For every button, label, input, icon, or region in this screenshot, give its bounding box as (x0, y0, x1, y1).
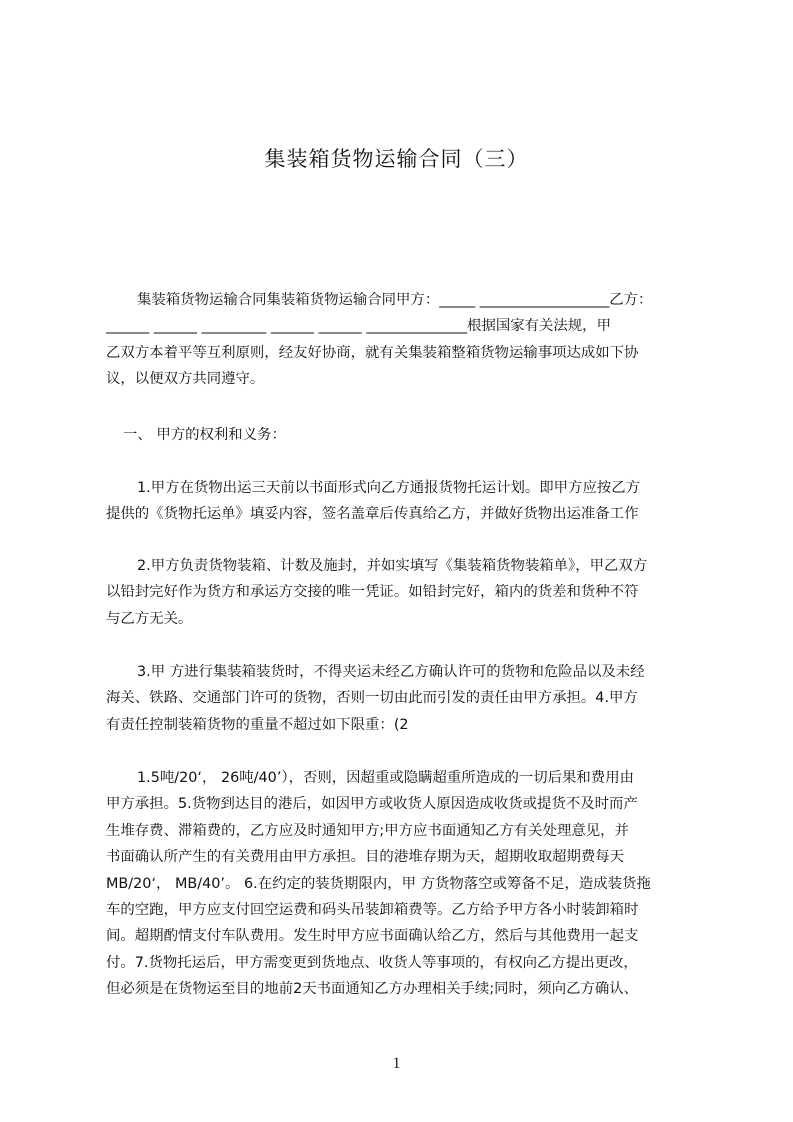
text-line: 间。超期酌情支付车队费用。发生时甲方应书面确认给乙方，然后与其他费用一起支 (106, 928, 639, 945)
text-line: 2.甲方负责货物装箱、计数及施封，并如实填写《集装箱货物装箱单》，甲乙双方 (137, 558, 648, 574)
text-line: 提供的《货物托运单》填妥内容，签名盖章后传真给乙方，并做好货物出运准备工作 (106, 506, 639, 523)
text-line: 3.甲 方进行集装箱装货时，不得夹运未经乙方确认许可的货物和危险品以及未经 (137, 664, 645, 680)
section-heading-text: 一、 甲方的权利和义务： (123, 427, 286, 443)
text-line: 有责任控制装箱货物的重量不超过如下限重：(2 (106, 716, 409, 733)
text-line: 付。7.货物托运后，甲方需变更到货地点、收货人等事项的，有权向乙方提出更改， (106, 954, 638, 971)
page-number: 1 (392, 1055, 401, 1072)
text-line: 车的空跑，甲方应支付回空运费和码头吊装卸箱费等。乙方给予甲方各小时装卸箱时 (106, 901, 639, 918)
text-line: 集装箱货物运输合同集装箱货物运输合同甲方：_____ __________________乙方： (137, 292, 653, 308)
text-line: 生堆存费、滞箱费的，乙方应及时通知甲方;甲方应书面通知乙方有关处理意见，并 (106, 822, 629, 839)
clause-1 (106, 475, 710, 528)
text-line: 但必须是在货物运至目的地前2天书面通知乙方办理相关手续;同时，须向乙方确认、 (106, 981, 639, 998)
clause-2 (106, 553, 710, 632)
intro-paragraph (106, 287, 710, 393)
text-line: ______ ______ _________ ______ ______ ______________根据国家有关法规，甲 (106, 318, 611, 335)
text-line: 与乙方无关。 (106, 610, 193, 627)
section-heading (106, 422, 710, 448)
text-line: 1.甲方在货物出运三天前以书面形式向乙方通报货物托运计划。即甲方应按乙方 (137, 480, 641, 496)
clause-3 (106, 659, 710, 738)
text-line: MB/20‘， MB/40’。 6.在约定的装货期限内，甲 方货物落空或筹备不足，造成装货拖 (106, 875, 651, 892)
text-line: 乙双方本着平等互利原则，经友好协商，就有关集装箱整箱货物运输事项达成如下协 (106, 344, 639, 361)
text-line: 1.5吨/20‘， 26吨/40’），否则，因超重或隐瞒超重所造成的一切后果和费用由 (137, 770, 634, 786)
document-title: 集装箱货物运输合同（三） (264, 147, 529, 171)
text-line: 海关、铁路、交通部门许可的货物，否则一切由此而引发的责任由甲方承担。4.甲方 (106, 690, 638, 707)
text-line: 以铅封完好作为货方和承运方交接的唯一凭证。如铅封完好，箱内的货差和货种不符 (106, 584, 639, 601)
clause-4 (106, 765, 710, 1003)
text-line: 书面确认所产生的有关费用由甲方承担。目的港堆存期为天，超期收取超期费每天 (106, 849, 625, 866)
text-line: 甲方承担。5.货物到达目的港后，如因甲方或收货人原因造成收货或提货不及时而产 (106, 796, 638, 813)
text-line: 议，以便双方共同遵守。 (106, 371, 265, 388)
